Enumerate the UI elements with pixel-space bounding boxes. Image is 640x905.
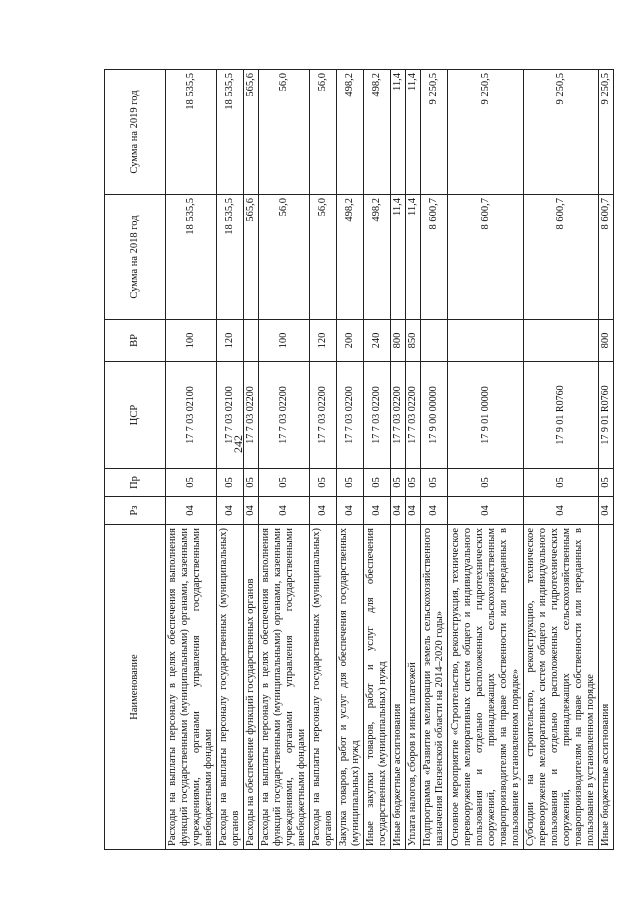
row-pr: 05: [337, 469, 364, 497]
row-pr: 05: [259, 469, 310, 497]
row-pr: 05: [406, 469, 421, 497]
row-sum-2018: 56,0: [310, 195, 337, 320]
table-row: [244, 70, 259, 850]
row-csr: 17 7 03 02200: [310, 362, 337, 469]
row-name: Расходы на выплаты персоналу в целях обеспечения выполнения функций государственными (муниципальными) органами, казенными учреждениями, органами управления государственными внебюджетными фондами: [166, 525, 217, 850]
row-vr: 240: [364, 320, 391, 362]
table-row: [599, 70, 614, 850]
row-name: Основное мероприятие «Строительство, реконструкция, техническое перевооружение мелиоративных систем общего и индивидуального пользования и отдельно расположенных гидротехнических сооружений, принадлежащих сельскохозяйственным товаропроизводителям на праве собственности или переданных в пользование в установленном порядке»: [448, 525, 524, 850]
row-pr: 05: [364, 469, 391, 497]
row-sum-2019: 11,4: [391, 70, 406, 195]
row-sum-2019: 9 250,5: [524, 70, 599, 195]
row-vr: 800: [599, 320, 614, 362]
row-rz: 04: [337, 497, 364, 525]
table-row: [421, 70, 448, 850]
row-csr: 17 7 03 02100: [217, 362, 244, 469]
row-vr: 200: [337, 320, 364, 362]
row-rz: 04: [448, 497, 524, 525]
header-vr: ВР: [105, 320, 166, 362]
row-sum-2018: 18 535,5: [166, 195, 217, 320]
row-sum-2018: 11,4: [406, 195, 421, 320]
table-row: [166, 70, 217, 850]
row-sum-2018: 8 600,7: [421, 195, 448, 320]
row-rz: 04: [524, 497, 599, 525]
row-pr: 05: [217, 469, 244, 497]
row-csr: 17 7 03 02100: [166, 362, 217, 469]
header-sum-2019: Сумма на 2019 год: [105, 70, 166, 195]
row-pr: 05: [391, 469, 406, 497]
row-vr: [524, 320, 599, 362]
row-csr: 17 9 01 R0760: [599, 362, 614, 469]
row-rz: 04: [391, 497, 406, 525]
row-sum-2018: 11,4: [391, 195, 406, 320]
row-vr: 850: [406, 320, 421, 362]
row-name: Иные бюджетные ассигнования: [599, 525, 614, 850]
row-sum-2019: 56,0: [310, 70, 337, 195]
row-csr: 17 9 00 00000: [421, 362, 448, 469]
row-rz: 04: [166, 497, 217, 525]
row-name: Расходы на выплаты персоналу государственных (муниципальных) органов: [310, 525, 337, 850]
header-rz: Рз: [105, 497, 166, 525]
page-number: 242: [231, 435, 245, 453]
row-name: Иные закупки товаров, работ и услуг для обеспечения государственных (муниципальных) нужд: [364, 525, 391, 850]
row-name: Закупка товаров, работ и услуг для обеспечения государственных (муниципальных) нужд: [337, 525, 364, 850]
row-sum-2019: 498,2: [364, 70, 391, 195]
row-sum-2018: 498,2: [364, 195, 391, 320]
row-vr: 100: [259, 320, 310, 362]
row-pr: 05: [310, 469, 337, 497]
row-name: Расходы на обеспечение функций государственных органов: [244, 525, 259, 850]
row-csr: 17 7 03 02200: [406, 362, 421, 469]
row-rz: 04: [259, 497, 310, 525]
row-pr: 05: [421, 469, 448, 497]
row-sum-2019: 498,2: [337, 70, 364, 195]
row-vr: 100: [166, 320, 217, 362]
row-sum-2018: 18 535,5: [217, 195, 244, 320]
row-sum-2019: 18 535,5: [166, 70, 217, 195]
table-row: [448, 70, 524, 850]
row-sum-2019: 56,0: [259, 70, 310, 195]
row-name: Иные бюджетные ассигнования: [391, 525, 406, 850]
row-rz: 04: [364, 497, 391, 525]
row-csr: 17 7 03 02200: [259, 362, 310, 469]
row-rz: 04: [217, 497, 244, 525]
row-csr: 17 7 03 02200: [391, 362, 406, 469]
row-sum-2019: 9 250,5: [599, 70, 614, 195]
row-csr: 17 9 01 00000: [448, 362, 524, 469]
row-vr: [244, 320, 259, 362]
row-sum-2018: 8 600,7: [599, 195, 614, 320]
row-pr: 05: [166, 469, 217, 497]
table-row: [259, 70, 310, 850]
table-row: [310, 70, 337, 850]
header-pr: Пр: [105, 469, 166, 497]
table-row: [391, 70, 406, 850]
row-pr: 05: [524, 469, 599, 497]
row-rz: 04: [599, 497, 614, 525]
row-sum-2019: 565,6: [244, 70, 259, 195]
table-row: [364, 70, 391, 850]
header-csr: ЦСР: [105, 362, 166, 469]
row-csr: 17 7 03 02200: [364, 362, 391, 469]
header-sum-2018: Сумма на 2018 год: [105, 195, 166, 320]
row-csr: 17 7 03 02200: [337, 362, 364, 469]
row-vr: 120: [217, 320, 244, 362]
row-sum-2019: 9 250,5: [421, 70, 448, 195]
table-row: [337, 70, 364, 850]
row-sum-2019: 9 250,5: [448, 70, 524, 195]
row-sum-2018: 56,0: [259, 195, 310, 320]
row-csr: 17 7 03 02200: [244, 362, 259, 469]
header-name: Наименование: [105, 525, 166, 850]
row-vr: 120: [310, 320, 337, 362]
row-rz: 04: [406, 497, 421, 525]
table-header-row: [105, 70, 166, 850]
row-sum-2018: 8 600,7: [524, 195, 599, 320]
row-pr: 05: [448, 469, 524, 497]
row-sum-2018: 8 600,7: [448, 195, 524, 320]
rotated-page-content: [104, 70, 611, 850]
table-row: [524, 70, 599, 850]
row-rz: 04: [421, 497, 448, 525]
row-name: Субсидии на строительство, реконструкцию, техническое перевооружение мелиоративных систем общего и индивидуального пользования и отдельно расположенных гидротехнических сооружений, принадлежащих сельскохозяйственным товаропроизводителям на праве собственности или переданных в пользование в установленном порядке: [524, 525, 599, 850]
row-sum-2018: 565,6: [244, 195, 259, 320]
table-row: [406, 70, 421, 850]
row-name: Расходы на выплаты персоналу в целях обеспечения выполнения функций государственными (муниципальными) органами, казенными учреждениями, органами управления государственными внебюджетными фондами: [259, 525, 310, 850]
row-pr: 05: [599, 469, 614, 497]
row-sum-2019: 11,4: [406, 70, 421, 195]
row-vr: 800: [391, 320, 406, 362]
budget-table: [104, 69, 614, 850]
row-vr: [448, 320, 524, 362]
row-sum-2019: 18 535,5: [217, 70, 244, 195]
table-row: [217, 70, 244, 850]
row-rz: 04: [244, 497, 259, 525]
row-vr: [421, 320, 448, 362]
row-pr: 05: [244, 469, 259, 497]
row-name: Расходы на выплаты персоналу государственных (муниципальных) органов: [217, 525, 244, 850]
row-csr: 17 9 01 R0760: [524, 362, 599, 469]
row-name: Подпрограмма «Развитие мелиорации земель сельскохозяйственного назначения Пензенской области на 2014–2020 годы»: [421, 525, 448, 850]
row-name: Уплата налогов, сборов и иных платежей: [406, 525, 421, 850]
row-sum-2018: 498,2: [337, 195, 364, 320]
row-rz: 04: [310, 497, 337, 525]
